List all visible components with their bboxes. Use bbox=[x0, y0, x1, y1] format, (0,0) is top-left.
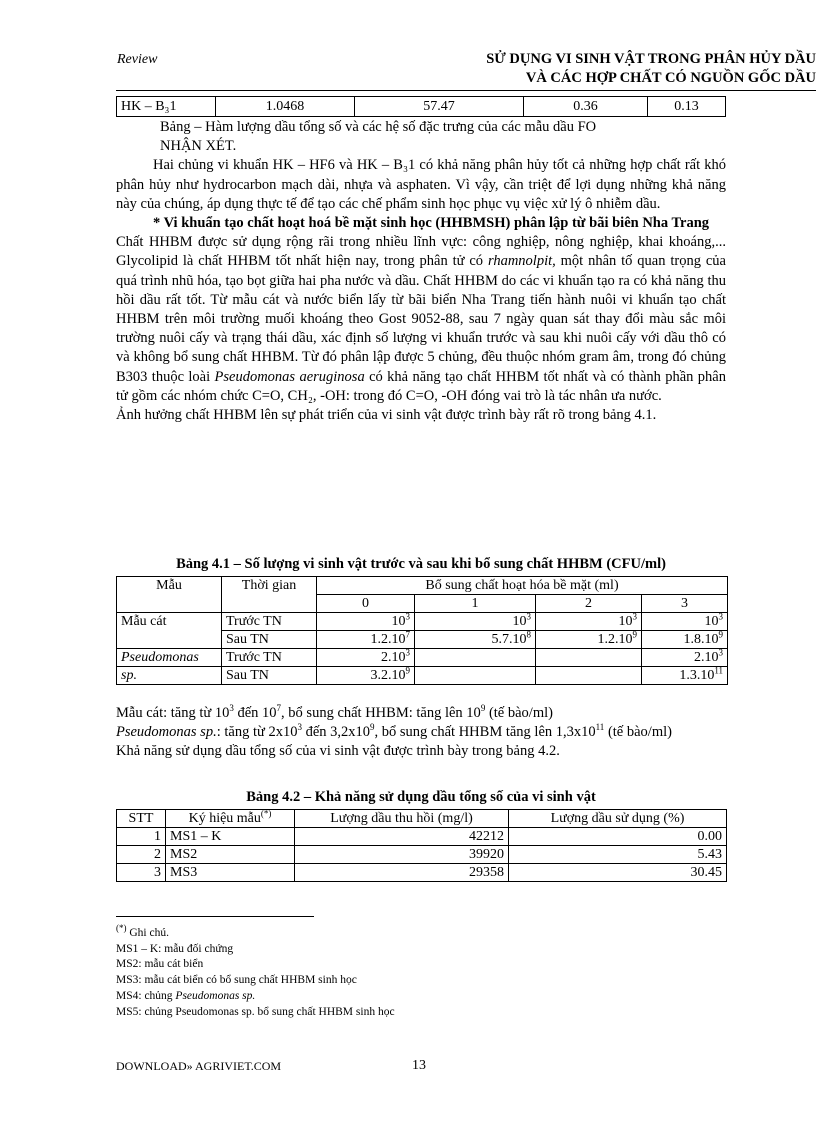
value-exponent: 3 bbox=[718, 647, 723, 658]
footnote-line: MS1 – K: mẫu đối chứng bbox=[116, 942, 234, 955]
header-rule bbox=[116, 90, 816, 91]
table-cell: 0.36 bbox=[524, 97, 648, 117]
table-row bbox=[117, 97, 726, 117]
table-row bbox=[117, 828, 727, 846]
value-exponent: 3 bbox=[526, 611, 531, 622]
value-cell bbox=[317, 613, 415, 631]
body-text-block-1 bbox=[116, 118, 726, 425]
value-exponent: 3 bbox=[632, 611, 637, 622]
text-run: đến 3,2x10 bbox=[301, 724, 371, 741]
time-cell: Sau TN bbox=[222, 667, 317, 685]
text-run: , bổ sung chất HHBM tăng lên 1,3x10 bbox=[374, 724, 596, 741]
header-title-line2: VÀ CÁC HỢP CHẤT CÓ NGUỒN GỐC DẦU bbox=[525, 70, 816, 86]
value-cell bbox=[642, 667, 728, 685]
table-row bbox=[117, 613, 728, 631]
paragraph-3: Ảnh hưởng chất HHBM lên sự phát triển của vi sinh vật được trình bày rất rõ trong bảng 4.1. bbox=[116, 407, 657, 424]
table-4-2 bbox=[116, 809, 727, 882]
column-header: Mẫu bbox=[117, 577, 222, 613]
table-row bbox=[117, 864, 727, 882]
column-header-group: Bổ sung chất hoạt hóa bề mặt (ml) bbox=[317, 577, 728, 595]
table-cell: 5.43 bbox=[509, 846, 727, 864]
column-header: 1 bbox=[415, 595, 536, 613]
sample-name-italic: Pseudomonas bbox=[121, 650, 199, 665]
table-row bbox=[117, 649, 728, 667]
header-section-label: Review bbox=[117, 52, 158, 67]
footnote-marker: (*) bbox=[260, 808, 272, 819]
table-cell: 39920 bbox=[295, 846, 509, 864]
value-cell bbox=[317, 649, 415, 667]
column-header: Thời gian bbox=[222, 577, 317, 613]
table-cell: MS1 – K bbox=[166, 828, 295, 846]
value-cell-empty bbox=[536, 649, 642, 667]
text-run: Chất HHBM được sử dụng rộng rãi trong nhiều lĩnh vực: công nghiệp, nông nghiệp, khai khoáng,... Glycolipid là chất HHBM tốt nhất hiện nay, trong phân tử có bbox=[116, 234, 726, 270]
text-run: (tế bào/ml) bbox=[604, 724, 672, 741]
value-text: 2.10 bbox=[694, 650, 719, 665]
value-text: 1.2.10 bbox=[597, 632, 633, 647]
column-header: Lượng dầu thu hồi (mg/l) bbox=[295, 810, 509, 828]
table-cell: 29358 bbox=[295, 864, 509, 882]
column-header: 2 bbox=[536, 595, 642, 613]
value-text: 1.2.10 bbox=[370, 632, 406, 647]
table-cell: 0.13 bbox=[648, 97, 726, 117]
table-row bbox=[117, 667, 728, 685]
exponent: 3 bbox=[229, 703, 234, 714]
column-header: Lượng dầu sử dụng (%) bbox=[509, 810, 727, 828]
table-cell: 2 bbox=[117, 846, 166, 864]
table-cell: MS2 bbox=[166, 846, 295, 864]
table-4-2-title: Bảng 4.2 – Khả năng sử dụng dầu tổng số của vi sinh vật bbox=[246, 789, 596, 805]
value-cell-empty bbox=[415, 649, 536, 667]
value-cell bbox=[642, 613, 728, 631]
value-cell-empty bbox=[415, 667, 536, 685]
text-run: một nhân tố quan trọng của quá trình nhũ hóa, tạo bọt giữa hai pha nước và dầu. Chất HHBM do các vi khuẩn tạo ra có khả năng thu hồi dầu rất tốt. Từ mẫu cát và nước biển lấy từ bãi biển Nha Trang tiến hành nuôi vi khuẩn tạo chất HHBM trên môi trường muối khoáng theo Gost 9052-88, sau 7 ngày quan sát thay đổi màu sắc môi trường nuôi cấy và trạng thái dầu, xác định số lượng vi khuẩn trước và sau khi nuôi cấy với dầu thô có và không bổ sung chất HHBM. Từ đó phân lập được 5 chủng, đều thuộc nhóm gram âm, trong đó chủng B303 thuộc loài bbox=[116, 253, 726, 385]
value-text: 5.7.10 bbox=[491, 632, 527, 647]
column-header: 0 bbox=[317, 595, 415, 613]
section-heading: * Vi khuẩn tạo chất hoạt hoá bề mặt sinh học (HHBMSH) phân lập từ bãi biên Nha Trang bbox=[153, 215, 710, 232]
value-exponent: 3 bbox=[718, 611, 723, 622]
note-pseudomonas bbox=[116, 723, 726, 742]
footnotes bbox=[116, 923, 395, 1020]
footnote-rule bbox=[116, 916, 314, 917]
value-text: 3.2.10 bbox=[370, 668, 406, 683]
value-text: 10 bbox=[512, 614, 527, 629]
value-text: 10 bbox=[618, 614, 633, 629]
table-cell: 1.0468 bbox=[216, 97, 355, 117]
footnote-line bbox=[116, 923, 395, 942]
note-sand bbox=[116, 704, 726, 723]
value-exponent: 3 bbox=[405, 647, 410, 658]
value-exponent: 9 bbox=[718, 629, 723, 640]
value-exponent: 7 bbox=[405, 629, 410, 640]
value-exponent: 8 bbox=[526, 629, 531, 640]
value-text: 2.10 bbox=[381, 650, 406, 665]
value-exponent: 9 bbox=[632, 629, 637, 640]
exponent: 9 bbox=[370, 722, 375, 733]
value-exponent: 11 bbox=[714, 665, 723, 676]
value-text: 10 bbox=[704, 614, 719, 629]
exponent: 3 bbox=[297, 722, 302, 733]
text-run-italic: Pseudomonas sp. bbox=[116, 724, 217, 741]
text-run: : tăng từ 2x10 bbox=[216, 724, 298, 741]
exponent: 11 bbox=[595, 722, 605, 733]
table-row bbox=[117, 846, 727, 864]
footnote-line: MS2: mẫu cát biển bbox=[116, 958, 204, 971]
text-run: MS4: chủng bbox=[116, 989, 176, 1002]
value-cell bbox=[317, 667, 415, 685]
value-cell bbox=[642, 631, 728, 649]
value-cell bbox=[415, 631, 536, 649]
footnote-line: MS5: chủng Pseudomonas sp. bổ sung chất HHBM sinh học bbox=[116, 1005, 395, 1018]
table-header-row bbox=[117, 577, 728, 595]
value-cell bbox=[536, 613, 642, 631]
value-cell bbox=[642, 649, 728, 667]
footnote-line bbox=[116, 989, 395, 1005]
footnote-marker: (*) bbox=[116, 923, 127, 934]
text-run: (tế bào/ml) bbox=[485, 705, 553, 721]
table-4-1-title: Bảng 4.1 – Số lượng vi sinh vật trước và sau khi bổ sung chất HHBM (CFU/ml) bbox=[176, 556, 666, 572]
column-header bbox=[166, 810, 295, 828]
sample-name-italic: sp. bbox=[121, 668, 137, 683]
value-cell bbox=[415, 613, 536, 631]
table-caption: Bảng – Hàm lượng dầu tổng số và các hệ số đặc trưng của các mẫu dầu FO bbox=[160, 119, 597, 135]
table-cell: MS3 bbox=[166, 864, 295, 882]
paragraph-2 bbox=[116, 233, 726, 406]
text-run: Mẫu cát: tăng từ 10 bbox=[116, 705, 230, 721]
time-cell: Trước TN bbox=[222, 613, 317, 631]
text-run: có khả năng tạo chất HHBM tốt nhất và có thành phần phân tử gồm các nhóm chức C=O, CH₂, -OH: trong đó C=O, -OH đóng vai trò là tác nhân ưa nước. bbox=[116, 368, 726, 404]
table-cell: 30.45 bbox=[509, 864, 727, 882]
exponent: 7 bbox=[276, 703, 282, 714]
header-title bbox=[416, 50, 816, 88]
value-text: 1.8.10 bbox=[683, 632, 719, 647]
time-cell: Sau TN bbox=[222, 631, 317, 649]
sample-cell: Mẫu cát bbox=[117, 613, 222, 649]
value-cell bbox=[536, 631, 642, 649]
body-text-block-2 bbox=[116, 704, 726, 762]
value-cell-empty bbox=[536, 667, 642, 685]
value-text: 1.3.10 bbox=[679, 668, 715, 683]
column-header-text: Ký hiệu mẫu bbox=[188, 811, 261, 826]
page-number: 13 bbox=[412, 1058, 426, 1073]
text-run-italic: rhamnolpit, bbox=[487, 253, 556, 270]
table-cell: 42212 bbox=[295, 828, 509, 846]
table-header-row bbox=[117, 810, 727, 828]
text-run-italic: Pseudomonas sp. bbox=[175, 989, 256, 1002]
header-title-line1: SỬ DỤNG VI SINH VẬT TRONG PHÂN HỦY DẦU bbox=[486, 51, 816, 67]
value-exponent: 9 bbox=[405, 665, 410, 676]
sample-cell bbox=[117, 649, 222, 667]
section-label: NHẬN XÉT. bbox=[160, 138, 237, 155]
column-header: 3 bbox=[642, 595, 728, 613]
table-cell: 1 bbox=[117, 828, 166, 846]
footnote-line: MS3: mẫu cát biển có bổ sung chất HHBM sinh học bbox=[116, 974, 357, 987]
text-run-italic: Pseudomonas aeruginosa bbox=[214, 368, 365, 385]
text-run: , bổ sung chất HHBM: tăng lên 10 bbox=[281, 705, 481, 721]
paragraph-1: Hai chủng vi khuẩn HK – HF6 và HK – B₃1 có khả năng phân hủy tốt cả những hợp chất rất khó phân hủy như hydrocarbon mạch dài, nhựa và asphaten. Vì vậy, cần triệt để lợi dụng những khả năng này của chúng, áp dụng thực tế để tạo các chế phẩm sinh học phục vụ việc xử lý ô nhiễm dầu. bbox=[116, 157, 726, 212]
value-text: 10 bbox=[391, 614, 406, 629]
table-cell: HK – B₃1 bbox=[117, 97, 216, 117]
sample-cell bbox=[117, 667, 222, 685]
table-4-1 bbox=[116, 576, 728, 685]
value-exponent: 3 bbox=[405, 611, 410, 622]
text-run: Ghi chú. bbox=[126, 927, 169, 939]
table-cell: 0.00 bbox=[509, 828, 727, 846]
value-cell bbox=[317, 631, 415, 649]
time-cell: Trước TN bbox=[222, 649, 317, 667]
continued-table bbox=[116, 96, 726, 117]
table-cell: 57.47 bbox=[355, 97, 524, 117]
text-run: đến 10 bbox=[233, 705, 277, 721]
exponent: 9 bbox=[480, 703, 486, 714]
column-header: STT bbox=[117, 810, 166, 828]
footer-source: DOWNLOAD» AGRIVIET.COM bbox=[116, 1059, 282, 1073]
paragraph-4: Khả năng sử dụng dầu tổng số của vi sinh vật được trình bày trong bảng 4.2. bbox=[116, 743, 560, 760]
table-cell: 3 bbox=[117, 864, 166, 882]
